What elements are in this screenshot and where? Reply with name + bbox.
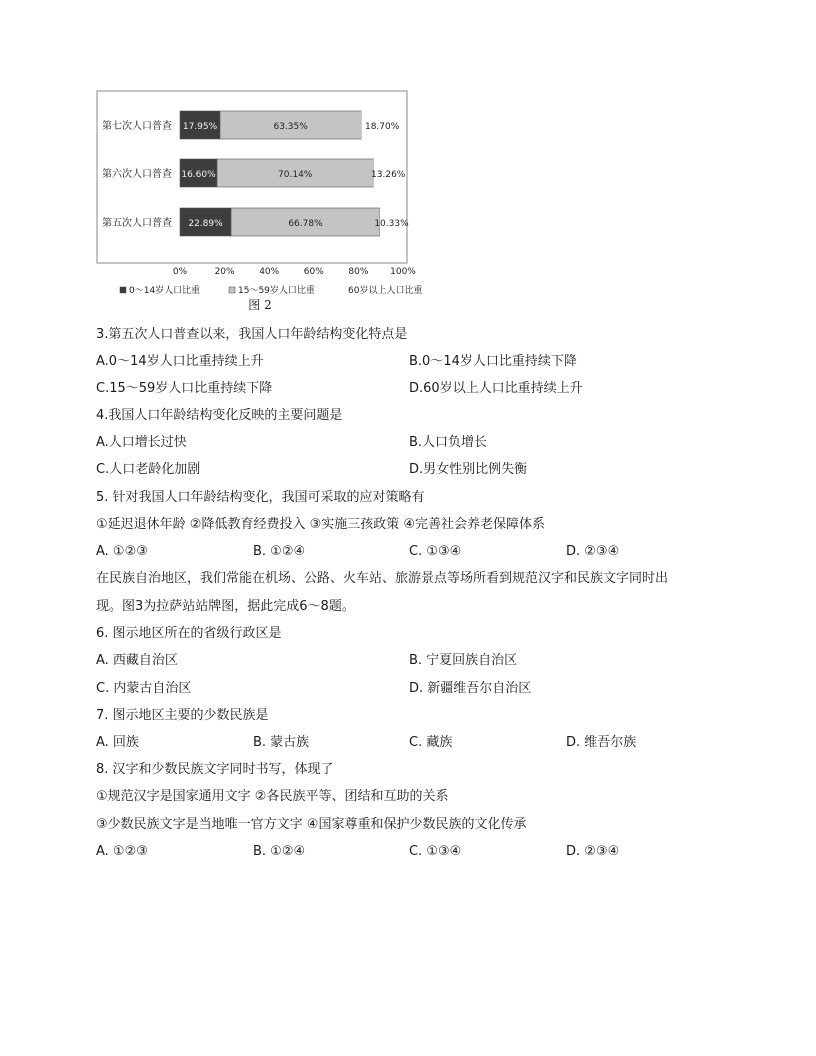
population-age-structure-chart (96, 90, 428, 310)
question-7-option-b: B. 蒙古族 (253, 735, 310, 750)
question-3-option-c: C.15～59岁人口比重持续下降 (96, 381, 273, 396)
question-5-option-a: A. ①②③ (96, 544, 148, 559)
category-label: 第七次人口普查 (102, 121, 172, 132)
data-label: 16.60% (181, 170, 216, 180)
data-label: 22.89% (188, 219, 223, 229)
question-6-option-b: B. 宁夏回族自治区 (409, 653, 518, 668)
question-8-option-b: B. ①②④ (253, 844, 306, 859)
data-label: 17.95% (182, 122, 218, 132)
legend-swatch (229, 287, 235, 293)
question-4-option-b: B.人口负增长 (409, 435, 488, 450)
chart-svg (96, 90, 428, 305)
question-3-option-a: A.0～14岁人口比重持续上升 (96, 354, 264, 369)
question-6-stem: 6. 图示地区所在的省级行政区是 (96, 626, 282, 641)
question-7-stem: 7. 图示地区主要的少数民族是 (96, 708, 269, 723)
question-7-option-d: D. 维吾尔族 (566, 735, 637, 750)
x-tick-label: 40% (259, 267, 280, 277)
question-4-option-d: D.男女性别比例失衡 (409, 462, 528, 477)
question-7-option-c: C. 藏族 (409, 735, 453, 750)
question-7-option-a: A. 回族 (96, 735, 139, 750)
data-label: 70.14% (278, 170, 313, 180)
legend-label: 15～59岁人口比重 (238, 286, 315, 296)
question-5-option-c: C. ①③④ (409, 544, 462, 559)
data-label: 10.33% (374, 219, 409, 229)
data-label: 13.26% (371, 170, 406, 180)
x-tick-label: 80% (348, 267, 369, 277)
question-8-statements-2: ③少数民族文字是当地唯一官方文字 ④国家尊重和保护少数民族的文化传承 (96, 817, 527, 832)
passage-line-2: 现。图3为拉萨站站牌图，据此完成6～8题。 (96, 599, 355, 614)
x-tick-label: 0% (172, 267, 188, 277)
question-3-stem: 3.第五次人口普查以来，我国人口年龄结构变化特点是 (96, 327, 408, 342)
question-8-option-d: D. ②③④ (566, 844, 620, 859)
passage-line-1: 在民族自治地区，我们常能在机场、公路、火车站、旅游景点等场所看到规范汉字和民族文字同时出 (96, 571, 669, 586)
legend-label: 0～14岁人口比重 (129, 286, 201, 296)
category-label: 第六次人口普查 (102, 169, 172, 180)
question-6-option-a: A. 西藏自治区 (96, 653, 178, 668)
question-8-statements-1: ①规范汉字是国家通用文字 ②各民族平等、团结和互助的关系 (96, 789, 449, 804)
question-8-option-a: A. ①②③ (96, 844, 148, 859)
data-label: 66.78% (288, 219, 323, 229)
x-tick-label: 100% (390, 267, 416, 277)
question-6-option-d: D. 新疆维吾尔自治区 (409, 681, 532, 696)
x-tick-label: 60% (303, 267, 324, 277)
question-4-option-a: A.人口增长过快 (96, 435, 187, 450)
question-4-stem: 4.我国人口年龄结构变化反映的主要问题是 (96, 408, 343, 423)
data-label: 18.70% (364, 122, 400, 132)
x-tick-label: 20% (214, 267, 235, 277)
question-4-option-c: C.人口老龄化加剧 (96, 462, 201, 477)
legend-swatch (120, 287, 126, 293)
question-3-option-d: D.60岁以上人口比重持续上升 (409, 381, 583, 396)
question-8-stem: 8. 汉字和少数民族文字同时书写，体现了 (96, 762, 334, 777)
data-label: 63.35% (273, 122, 308, 132)
question-5-option-b: B. ①②④ (253, 544, 306, 559)
figure-caption: 图 2 (248, 298, 272, 312)
question-5-option-d: D. ②③④ (566, 544, 620, 559)
question-3-option-b: B.0～14岁人口比重持续下降 (409, 354, 577, 369)
question-8-option-c: C. ①③④ (409, 844, 462, 859)
legend-label: 60岁以上人口比重 (348, 286, 423, 296)
question-5-stem: 5. 针对我国人口年龄结构变化，我国可采取的应对策略有 (96, 490, 425, 505)
question-6-option-c: C. 内蒙古自治区 (96, 681, 192, 696)
question-5-statements: ①延迟退休年龄 ②降低教育经费投入 ③实施三孩政策 ④完善社会养老保障体系 (96, 517, 546, 532)
category-label: 第五次人口普查 (102, 218, 172, 229)
